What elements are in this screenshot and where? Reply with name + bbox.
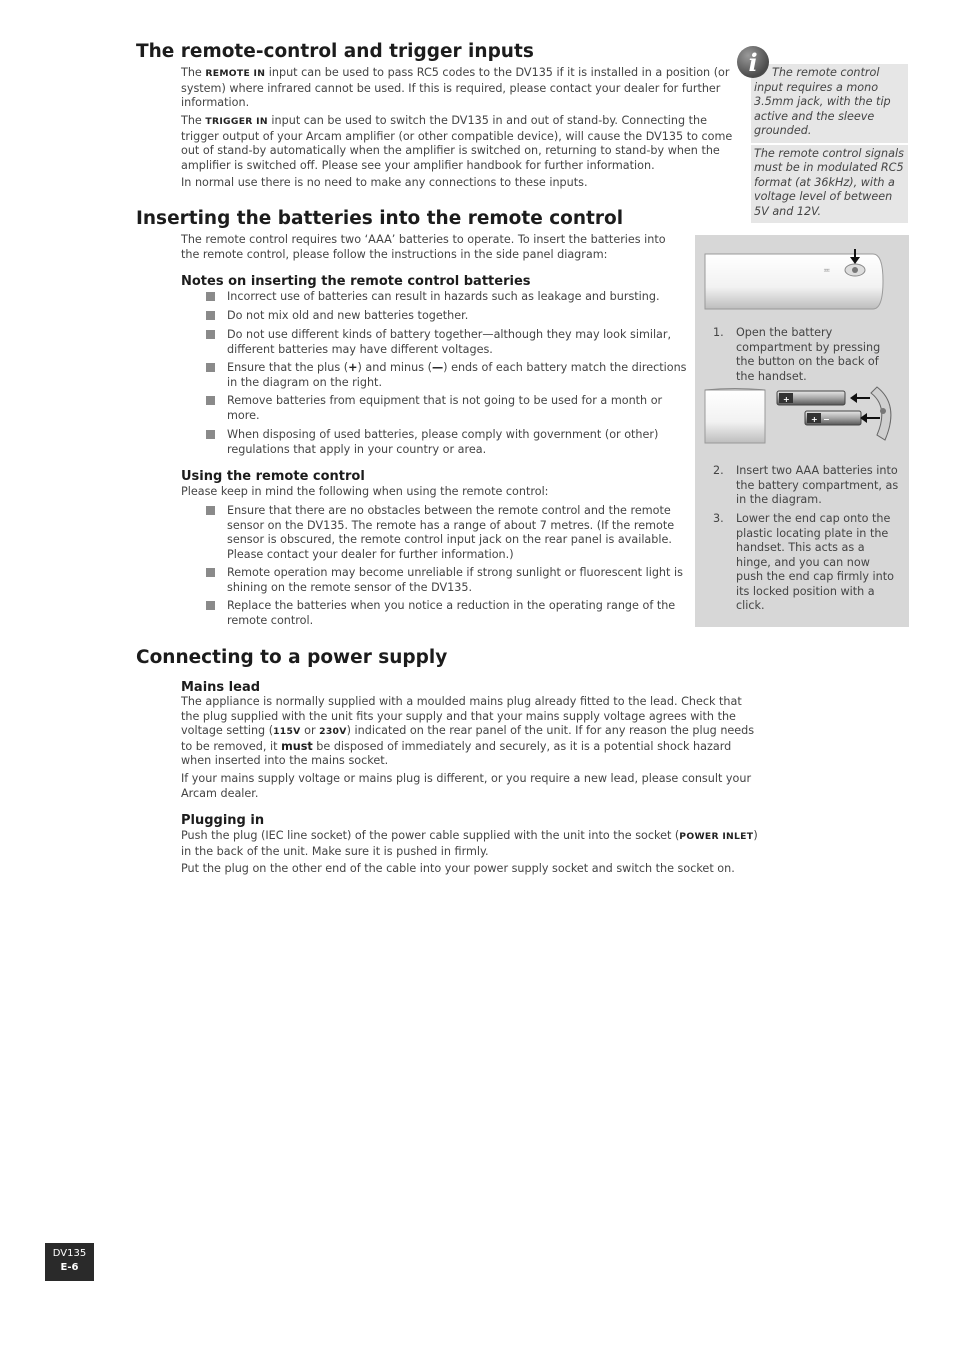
mains-lead-paragraph: The appliance is normally supplied with a moulded mains plug already fitted to the lead. Check that the plug supplied with the unit fits your supply and that your mains supply voltage agrees with the voltage setting (115V or 230V) indicated on the rear panel of the unit. If for any reason the plug needs to be removed, it must be disposed of immediately and securely, as it is a potential shock hazard when inserted into the mains socket. xyxy=(181,695,755,767)
using-remote-intro: Please keep in mind the following when using the remote control: xyxy=(181,485,549,498)
bullet-marker xyxy=(206,568,215,577)
mains-lead-paragraph-2: If your mains supply voltage or mains plug is different, or you require a new lead, please consult your Arcam dealer. xyxy=(181,772,752,800)
battery-note-1: Incorrect use of batteries can result in hazards such as leakage and bursting. xyxy=(227,290,660,303)
battery-note-2: Do not mix old and new batteries together. xyxy=(227,309,469,322)
battery-side-panel xyxy=(695,235,909,627)
step-number: 1. xyxy=(713,326,724,339)
svg-text:+: + xyxy=(783,395,790,404)
bullet-marker xyxy=(206,292,215,301)
svg-text:+: + xyxy=(811,415,818,424)
bullet-marker xyxy=(206,396,215,405)
step-number: 3. xyxy=(713,512,724,525)
battery-note-6: When disposing of used batteries, please comply with government (or other) regulations that apply in your country or area. xyxy=(227,428,659,456)
battery-note-4: Ensure that the plus (+) and minus (—) ends of each battery match the directions in the diagram on the right. xyxy=(227,361,687,389)
svg-text:−: − xyxy=(823,415,830,424)
footer-page-number: E-6 xyxy=(60,1262,79,1273)
step-text: Open the battery compartment by pressing the button on the back of the handset. xyxy=(736,326,881,383)
step-text: Insert two AAA batteries into the battery compartment, as in the diagram. xyxy=(736,464,899,506)
step-text: Lower the end cap onto the plastic locating plate in the handset. This acts as a hinge, and you can now push the end cap firmly into its locked position with a click. xyxy=(736,512,894,612)
batteries-intro: The remote control requires two ‘AAA’ batteries to operate. To insert the batteries into the remote control, please follow the instructions in the side panel diagram: xyxy=(181,233,666,261)
bullet-marker xyxy=(206,330,215,339)
bullet-marker xyxy=(206,311,215,320)
remote-in-paragraph: The REMOTE IN input can be used to pass RC5 codes to the DV135 if it is installed in a position (or system) where infrared cannot be used. If this is required, please contact your dealer for further information. xyxy=(181,66,730,109)
plugging-in-paragraph-2: Put the plug on the other end of the cable into your power supply socket and switch the socket on. xyxy=(181,862,735,875)
battery-note-5: Remove batteries from equipment that is not going to be used for a month or more. xyxy=(227,394,663,422)
bullet-marker xyxy=(206,601,215,610)
end-cap-icon xyxy=(871,387,891,440)
battery-note-3: Do not use different kinds of battery together—although they may look similar, different batteries may have different voltages. xyxy=(227,328,672,356)
side-note xyxy=(751,64,908,223)
using-remote-heading: Using the remote control xyxy=(181,469,365,484)
footer-model: DV135 xyxy=(52,1248,87,1259)
plugging-in-paragraph: Push the plug (IEC line socket) of the power cable supplied with the unit into the socket (POWER INLET) in the back of the unit. Make sure it is pushed in firmly. xyxy=(181,829,758,858)
bullet-marker xyxy=(206,430,215,439)
trigger-in-paragraph: The TRIGGER IN input can be used to switch the DV135 in and out of stand-by. Connecting the trigger output of your Arcam amplifier (or other compatible device), will cause the DV135 to come out of stand-by automatically when the amplifier is switched on, returning to stand-by when the amplifier is switched off. Please see your amplifier handbook for further information. xyxy=(181,114,733,172)
bullet-marker xyxy=(206,363,215,372)
svg-text:≖: ≖ xyxy=(823,266,831,276)
using-note-1: Ensure that there are no obstacles between the remote control and the remote sensor on the DV135. The remote has a range of about 7 metres. (If the remote sensor is obscured, the remote control input jack on the rear panel is available. Please contact your dealer for further information.) xyxy=(227,504,675,561)
notes-heading: Notes on inserting the remote control batteries xyxy=(181,274,531,289)
page-footer-tab xyxy=(45,1243,94,1281)
side-note-signal: The remote control signals must be in modulated RC5 format (at 36kHz), with a voltage level of between 5V and 12V. xyxy=(754,146,904,218)
using-note-3: Replace the batteries when you notice a reduction in the operating range of the remote control. xyxy=(227,599,676,627)
mains-lead-heading: Mains lead xyxy=(181,680,261,695)
remote-open-handset-icon xyxy=(705,389,765,444)
section-title-remote-trigger: The remote-control and trigger inputs xyxy=(136,41,534,62)
battery-icon xyxy=(777,391,861,425)
normal-use-paragraph: In normal use there is no need to make any connections to these inputs. xyxy=(181,176,588,189)
info-icon-glyph: i xyxy=(748,48,758,77)
plugging-in-heading: Plugging in xyxy=(181,813,265,828)
section-title-power: Connecting to a power supply xyxy=(136,647,448,668)
side-note-jack: The remote control input requires a mono 3.5mm jack, with the tip active and the sleeve grounded. xyxy=(754,66,891,137)
step-number: 2. xyxy=(713,464,724,477)
bullet-marker xyxy=(206,506,215,515)
info-icon xyxy=(737,46,769,78)
remote-handset-icon xyxy=(705,254,883,309)
using-note-2: Remote operation may become unreliable if strong sunlight or fluorescent light is shining on the remote sensor of the DV135. xyxy=(227,566,683,594)
section-title-batteries: Inserting the batteries into the remote control xyxy=(136,208,624,229)
